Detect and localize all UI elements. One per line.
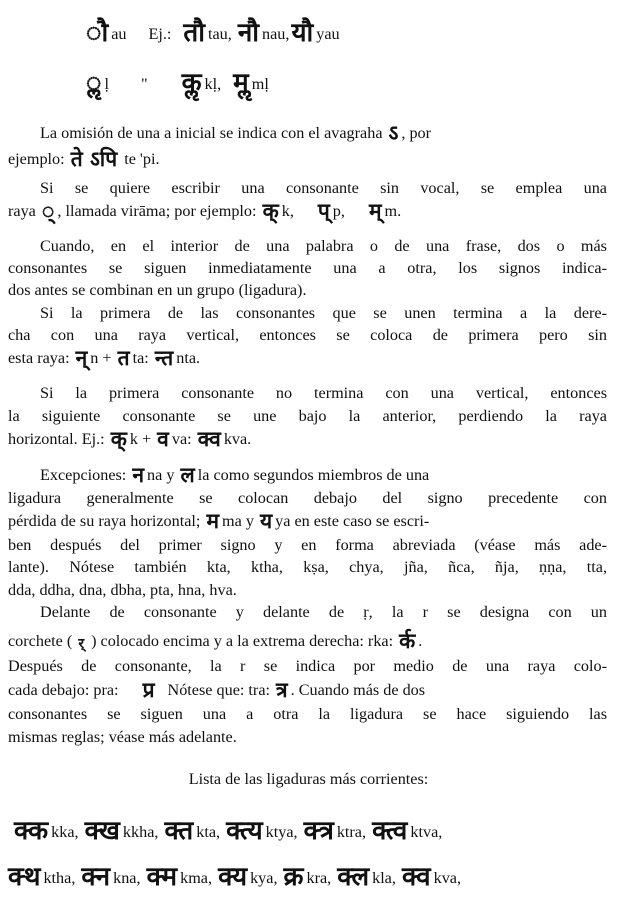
ligature-row [6,862,607,892]
devanagari-glyph: क्व [197,427,221,451]
transliteration: kna, [113,869,141,887]
text-run: . [418,632,423,650]
devanagari-glyph: मॢ [233,68,249,98]
ligature-glyph: क्व [401,862,431,892]
paragraph-line: Delante de consonante y delante de ṛ, la r se designa con un [40,603,607,621]
transliteration: nau, [262,25,290,43]
transliteration: mḷ [251,75,269,93]
transliteration: kḷ, [204,75,222,93]
devanagari-glyph: प्र [142,678,155,702]
transliteration: ktha, [43,869,76,887]
transliteration: ḷ [104,75,109,93]
devanagari-glyph: ल [180,463,195,487]
transliteration: m. [384,202,402,220]
avagraha-glyph: ऽ [388,121,399,145]
transliteration: yau [316,25,340,43]
transliteration: kka, [51,823,79,841]
devanagari-glyph: प् [317,199,330,223]
paragraph-line: consonantes se siguen inmediatamente una a otra, los signos indica- [8,259,607,277]
transliteration: au [111,25,127,43]
transliteration: kya, [250,869,278,887]
paragraph-line: cha con una raya vertical, entonces se coloca de primera pero sin [8,326,607,344]
ligature-glyph: क्त्य [226,816,263,846]
text-run: kva. [223,430,252,448]
paragraph-line: Si se quiere escribir una consonante sin vocal, se emplea una [40,179,607,197]
vowel-row-l [84,68,607,98]
text-run: pérdida de su raya horizontal; [8,512,201,530]
devanagari-glyph: न्त [154,346,174,370]
paragraph-line: ben después del primer signo y en forma abreviada (véase más ade- [8,536,607,554]
paragraph-line [8,679,607,701]
transliteration: k, [281,202,294,220]
transliteration: kkha, [122,823,159,841]
text-run: nta. [176,349,201,367]
text-run: n + [90,349,112,367]
paragraph-line: Cuando, en el interior de una palabra o de una frase, dos o más [40,237,607,255]
devanagari-glyph: म [206,509,219,533]
devanagari-glyph: र्क [399,629,416,653]
transliteration: kra, [306,869,332,887]
paragraph-line [8,200,607,222]
paragraph-line [40,464,607,486]
devanagari-glyph: न [132,463,144,487]
transliteration: p, [332,202,345,220]
devanagari-glyph: ौ [86,18,109,48]
text-run: La omisión de una a inicial se indica con el avagraha [40,124,383,142]
paragraph-line [8,148,607,170]
paragraph-line: mismas reglas; véase más adelante. [8,728,237,746]
devanagari-glyph: व [157,427,169,451]
ligature-glyph: क्र [283,862,304,892]
ligature-glyph: क्थ [8,862,41,892]
paragraph-line [8,347,607,369]
transliteration: kla, [372,869,396,887]
list-title: Lista de las ligaduras más corrientes: [188,770,429,788]
text-run: . Cuando más de dos [290,681,426,699]
devanagari-glyph: य [259,509,273,533]
devanagari-glyph: ॢ [86,68,102,98]
devanagari-glyph: कॢ [181,68,202,98]
devanagari-glyph: क् [262,199,279,223]
text-run: te 'pi. [124,150,160,168]
ligature-glyph: क्क [14,816,49,846]
text-run: Excepciones: [40,466,127,484]
paragraph-line [40,122,607,144]
paragraph-line: la siguiente consonante se une bajo la anterior, perdiendo la raya [8,407,607,425]
virama-glyph: ् [41,199,55,223]
text-run: ) colocado encima y a la extrema derecha: rka: [91,632,394,650]
text-run: ta: [132,349,149,367]
devanagari-glyph: नौ [237,18,260,48]
transliteration: ktva, [410,823,443,841]
text-run: ya en este caso se escri- [275,512,430,530]
paragraph-line: ligadura generalmente se colocan debajo del signo precedente con [8,489,607,507]
text-run: horizontal. Ej.: [8,430,105,448]
text-run: , llamada virāma; por ejemplo: [57,202,257,220]
text-run: la como segundos miembros de una [197,466,430,484]
transliteration: tau, [207,25,232,43]
devanagari-glyph: न् [75,346,88,370]
transliteration: kta, [196,823,221,841]
paragraph-line: dda, ddha, dna, dbha, pta, hna, hva. [8,581,237,599]
ligature-row [12,816,607,846]
paragraph-line [8,630,607,652]
ditto-mark: " [140,75,148,93]
devanagari-glyph: यौ [291,18,314,48]
ligature-glyph: क्ल [337,862,370,892]
transliteration: kva, [433,869,462,887]
ligature-glyph: क्य [218,862,248,892]
text-run: ma y [222,512,254,530]
text-run: na y [147,466,175,484]
devanagari-glyph: त्र [276,678,288,702]
transliteration: kma, [180,869,213,887]
ligature-glyph: क्त्व [372,816,408,846]
text-run: corchete ( [8,632,73,650]
text-run: Nótese que: tra: [167,681,270,699]
text-run: ejemplo: [8,150,65,168]
text-run: k + [129,430,152,448]
paragraph-line [8,428,607,450]
paragraph-line: lante). Nótese también kta, ktha, kṣa, chya, jña, ñca, ñja, ṇṇa, tta, [8,558,607,576]
text-run: raya [8,202,36,220]
paragraph-line: Después de consonante, la r se indica por medio de una raya colo- [8,657,607,675]
text-run: esta raya: [8,349,70,367]
text-run: va: [171,430,192,448]
ligature-glyph: क्त [164,816,194,846]
paragraph-line [8,510,607,532]
repha-glyph: र् [78,636,85,652]
ligature-glyph: क्ख [84,816,120,846]
ligature-glyph: क्त्र [303,816,334,846]
transliteration: ktra, [336,823,367,841]
text-run: , por [401,124,432,142]
text-run: cada debajo: pra: [8,681,119,699]
devanagari-glyph: क् [110,427,127,451]
vowel-row-au [84,18,607,48]
devanagari-glyph: त [117,346,130,370]
paragraph-line: Si la primera de las consonantes que se unen termina a la dere- [40,304,607,322]
transliteration: ktya, [265,823,298,841]
paragraph-line: consonantes se siguen una a otra la ligadura se hace siguiendo las [8,705,607,723]
example-label: Ej.: [148,25,172,43]
devanagari-glyph: ते ऽपि [70,147,118,171]
paragraph-line: dos antes se combinan en un grupo (ligadura). [8,281,307,299]
paragraph-line: Si la primera consonante no termina con una vertical, entonces [40,384,607,402]
devanagari-glyph: तौ [183,18,205,48]
ligature-glyph: क्म [146,862,178,892]
ligature-glyph: क्न [81,862,111,892]
devanagari-glyph: म् [368,199,382,223]
